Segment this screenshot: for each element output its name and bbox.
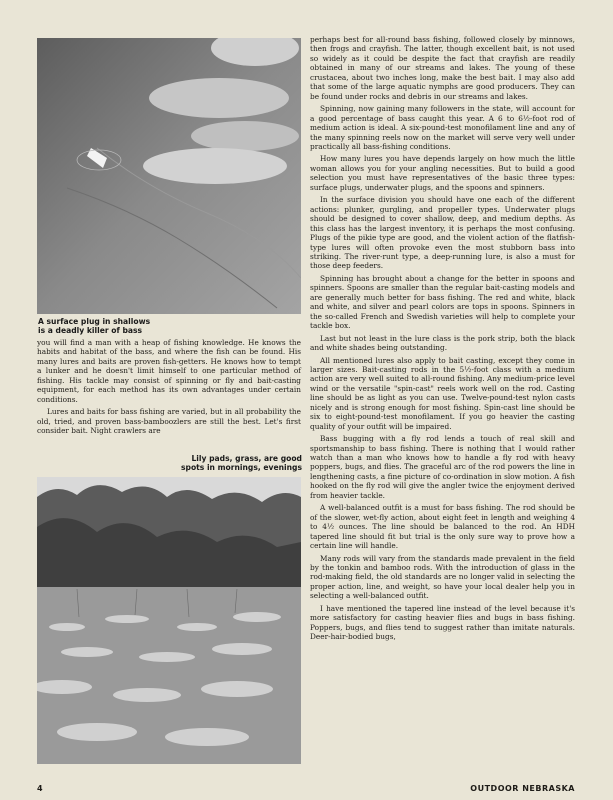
photo-lily-pads <box>37 477 301 764</box>
paragraph: Spinning has brought about a change for the better in spoons and spinners. Spoons are smaller than the regular bait-casting models and are generally much better for bass fishing. The red and white, black and white, and silver and pearl colors are tops in spoons. Spinners in the so-called French and Swedish varieties will help to complete your tackle box. <box>310 273 575 331</box>
caption-line: spots in mornings, evenings <box>180 463 302 472</box>
paragraph: Many rods will vary from the standards made prevalent in the field by the tonkin and bamboo rods. With the introduction of glass in the rod-making field, the old standards are no longer valid in selecting the proper action, line, and weight, so have your local dealer help you in selecting a well-balanced outfit. <box>310 553 575 601</box>
paragraph: I have mentioned the tapered line instead of the level because it's more satisfactory for casting heavier flies and bugs in bass fishing. Poppers, bugs, and flies tend to suggest rather than imitate naturals. Deer-hair-bodied bugs, <box>310 603 575 642</box>
photo-caption-lily-pads <box>180 454 302 472</box>
caption-line: Lily pads, grass, are good <box>191 454 302 463</box>
paragraph: Spinning, now gaining many followers in the state, will account for a good percentage of bass caught this year. A 6 to 6½-foot rod of medium action is ideal. A six-pound-test monofilament line and any of the many spinning reels now on the market will serve very well under practically all bass-fishing conditions. <box>310 104 575 151</box>
page-number: 4 <box>37 784 44 793</box>
paragraph: In the surface division you should have one each of the different actions: plunker, gurgling, and propeller types. Underwater plugs should be designed to cover shallow, deep, and medium depths. As this class has the largest inventory, it is perhaps the most confusing. Plugs of the pikie type are good, and the violent action of the flatfish-type lures will often provoke even the most stubborn bass into striking. The river-runt type, a deep-running lure, is also a must for those deep feeders. <box>310 195 575 271</box>
paragraph: A well-balanced outfit is a must for bass fishing. The rod should be of the slower, wet-fly action, about eight feet in length and weighing 4 to 4½ ounces. The line should be balanced to the rod. An HDH tapered line should fit but trial is the only sure way to prove how a certain line will handle. <box>310 503 575 551</box>
photo-surface-plug <box>37 38 301 314</box>
paragraph: you will find a man with a heap of fishing knowledge. He knows the habits and habitat of the bass, and where the fish can be found. His many lures and baits are proven fish-getters. He knows how to tempt a lunker and he doesn't limit himself to one particular method of fishing. His tackle may consist of spinning or fly and bait-casting equipment, for each method has its own advantages under certain conditions. <box>37 338 301 404</box>
paragraph: Bass bugging with a fly rod lends a touch of real skill and sportsmanship to bass fishing. There is nothing that I would rather watch than a man who knows how to handle a fly rod with heavy poppers, bugs, and flies. The graceful arc of the rod powers the line in lengthening casts, a fine picture of co-ordination in slow motion. A fish hooked on the fly rod will give the angler twice the enjoyment derived from heavier tackle. <box>310 434 575 500</box>
left-text-column <box>37 338 301 439</box>
paragraph: How many lures you have depends largely on how much the little woman allows you for your angling necessities. But to build a good selection you must have representatives of the basic three types: surface plugs, underwater plugs, and the spoons and spinners. <box>310 154 575 192</box>
caption-line: A surface plug in shallows <box>38 317 151 326</box>
photo-caption-surface-plug <box>38 317 208 335</box>
paragraph: All mentioned lures also apply to bait casting, except they come in larger sizes. Bait-casting rods in the 5½-foot class with a medium action are very well suited to all-round fishing. Any medium-price level wind or the versatile "spin-cast" reels work well on the rod. Casting line should be as light as you can use. Twelve-pound-test nylon casts nicely and is strong enough for most fishing. Spin-cast line should be six to eight-pound-test monofilament. If you go heavier the casting quality of your outfit will be impaired. <box>310 355 575 431</box>
publication-name: OUTDOOR NEBRASKA <box>470 784 575 793</box>
paragraph: perhaps best for all-round bass fishing, followed closely by minnows, then frogs and crayfish. The latter, though excellent bait, is not used so widely as it could be despite the fact that crayfish are readily obtained in many of our streams and lakes. The young of these crustacea, about two inches long, make the best bait. I may also add that some of the large aquatic nymphs are good producers. They can be found under rocks and debris in our streams and lakes. <box>310 35 575 101</box>
caption-line: is a deadly killer of bass <box>38 326 143 335</box>
paragraph: Lures and baits for bass fishing are varied, but in all probability the old, tried, and proven bass-bamboozlers are still the best. Let's first consider bait. Night crawlers are <box>37 407 301 436</box>
paragraph: Last but not least in the lure class is the pork strip, both the black and white shades being outstanding. <box>310 333 575 353</box>
right-text-column <box>310 35 575 645</box>
